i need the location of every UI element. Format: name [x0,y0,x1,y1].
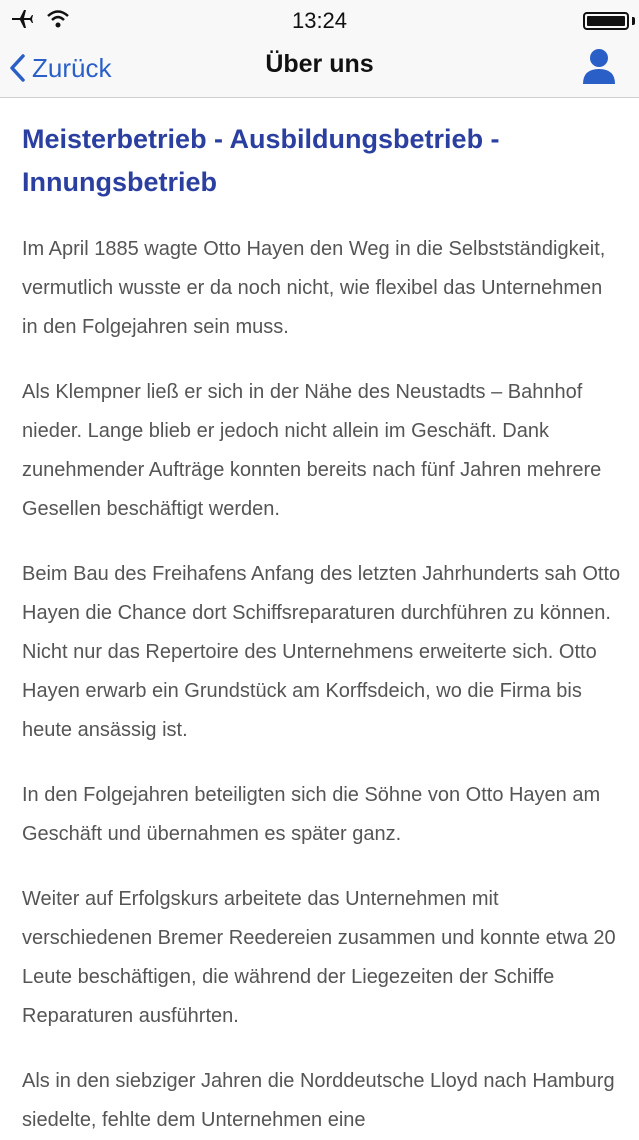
status-time: 13:24 [291,8,348,33]
paragraph-4: In den Folgejahren beteiligten sich die Söhne von Otto Hayen am Geschäft und übernahmen es später ganz. [22,784,601,845]
page-title: Über uns [265,50,374,78]
status-bar [0,0,639,40]
person-icon [579,46,619,86]
paragraph-5: Weiter auf Erfolgskurs arbeitete das Unternehmen mit verschiedenen Bremer Reedereien zusammen und konnte etwa 20 Leute beschäftigen, die während der Liegezeiten der Schiffe Reparaturen ausführten. [22,888,616,1027]
paragraph-1: Im April 1885 wagte Otto Hayen den Weg in die Selbstständigkeit, vermutlich wusste er da noch nicht, wie flexibel das Unternehmen in den Folgejahren sein muss. [22,238,606,338]
paragraph-3: Beim Bau des Freihafens Anfang des letzten Jahrhunderts sah Otto Hayen die Chance dort Schiffsreparaturen durchführen zu können. Nicht nur das Repertoire des Unternehmens erweiterte sich. Otto Hayen erwarb ein Grundstück am Korffsdeich, wo die Firma bis heute ansässig ist. [22,563,621,741]
paragraph-2: Als Klempner ließ er sich in der Nähe des Neustadts – Bahnhof nieder. Lange blieb er jedoch nicht allein im Geschäft. Dank zunehmender Aufträge konnten bereits nach fünf Jahren mehrere Gesellen beschäftigt werden. [22,381,602,520]
navigation-bar [0,40,639,98]
battery-nub [632,17,635,25]
battery-icon [583,12,629,30]
content-heading: Meisterbetrieb - Ausbildungsbetrieb - Innungsbetrieb [22,124,500,197]
paragraph-6: Als in den siebziger Jahren die Norddeutsche Lloyd nach Hamburg siedelte, fehlte dem Unternehmen eine [22,1070,615,1131]
user-profile-button[interactable] [579,46,619,86]
back-label: Zurück [32,52,112,83]
battery-level [587,16,625,26]
about-content [22,98,622,1140]
